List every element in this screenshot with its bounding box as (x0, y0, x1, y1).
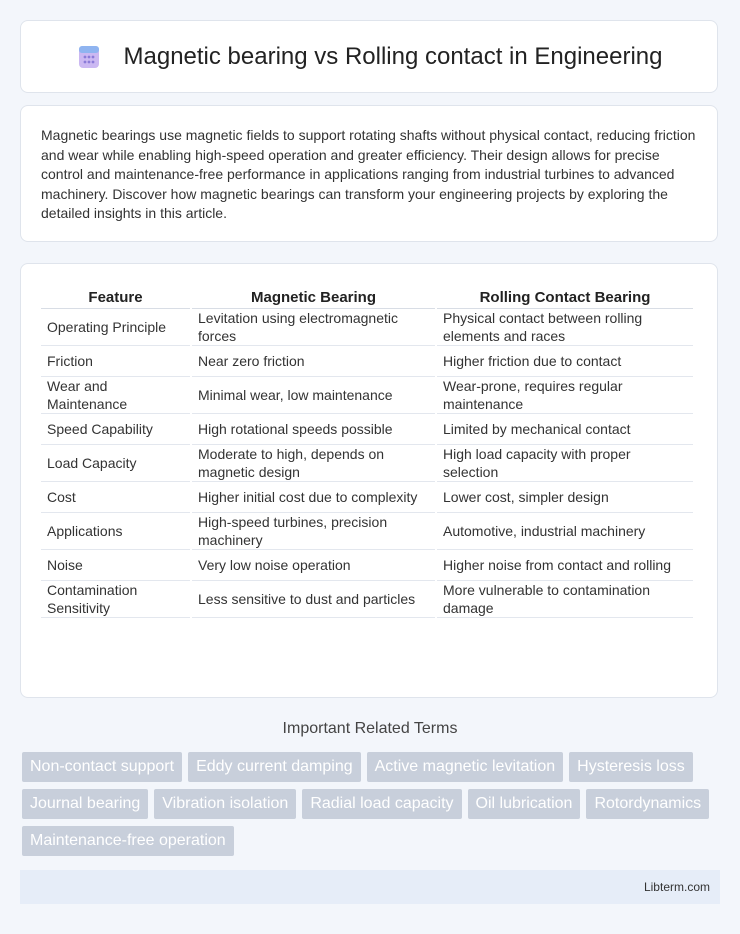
table-cell: Higher initial cost due to complexity (192, 482, 435, 513)
related-term-tag[interactable]: Eddy current damping (188, 752, 361, 782)
table-cell: Friction (41, 346, 190, 377)
table-cell: Very low noise operation (192, 550, 435, 581)
related-terms-list (22, 752, 722, 856)
table-cell: Operating Principle (41, 309, 190, 346)
table-cell: Automotive, industrial machinery (437, 513, 693, 550)
related-term-tag[interactable]: Rotordynamics (586, 789, 709, 819)
page-title: Magnetic bearing vs Rolling contact in Engineering (123, 42, 663, 70)
table-cell: Higher noise from contact and rolling (437, 550, 693, 581)
table-cell: Higher friction due to contact (437, 346, 693, 377)
table-cell: Wear-prone, requires regular maintenance (437, 377, 693, 414)
table-cell: More vulnerable to contamination damage (437, 581, 693, 618)
related-term-tag[interactable]: Vibration isolation (154, 789, 296, 819)
table-row (41, 550, 693, 581)
related-term-tag[interactable]: Oil lubrication (468, 789, 581, 819)
column-header: Rolling Contact Bearing (437, 284, 693, 309)
table-cell: High load capacity with proper selection (437, 445, 693, 482)
page-header (20, 20, 718, 93)
table-cell: Applications (41, 513, 190, 550)
table-row (41, 377, 693, 414)
related-term-tag[interactable]: Hysteresis loss (569, 752, 693, 782)
intro-card (20, 105, 718, 242)
related-terms-heading: Important Related Terms (282, 720, 458, 737)
table-cell: High-speed turbines, precision machinery (192, 513, 435, 550)
table-cell: Contamination Sensitivity (41, 581, 190, 618)
table-cell: High rotational speeds possible (192, 414, 435, 445)
column-header: Feature (41, 284, 190, 309)
table-row (41, 445, 693, 482)
table-row (41, 581, 693, 618)
table-cell: Minimal wear, low maintenance (192, 377, 435, 414)
related-term-tag[interactable]: Maintenance-free operation (22, 826, 234, 856)
table-row (41, 309, 693, 346)
table-cell: Less sensitive to dust and particles (192, 581, 435, 618)
related-term-tag[interactable]: Radial load capacity (302, 789, 461, 819)
comparison-card (20, 263, 718, 698)
table-cell: Levitation using electromagnetic forces (192, 309, 435, 346)
intro-text: Magnetic bearings use magnetic fields to support rotating shafts without physical contact, reducing friction and wear while enabling high-speed operation and greater efficiency. Their design allows for precise control and maintenance-free performance in applications ranging from industrial turbines to advanced machinery. Discover how magnetic bearings can transform your engineering projects by exploring the detailed insights in this article. (41, 127, 696, 222)
column-header: Magnetic Bearing (192, 284, 435, 309)
related-term-tag[interactable]: Non-contact support (22, 752, 182, 782)
table-cell: Noise (41, 550, 190, 581)
related-term-tag[interactable]: Journal bearing (22, 789, 148, 819)
table-cell: Speed Capability (41, 414, 190, 445)
table-row (41, 346, 693, 377)
table-cell: Limited by mechanical contact (437, 414, 693, 445)
table-row (41, 414, 693, 445)
table-cell: Physical contact between rolling elements and races (437, 309, 693, 346)
table-cell: Moderate to high, depends on magnetic design (192, 445, 435, 482)
table-header-row (41, 284, 693, 309)
table-row (41, 482, 693, 513)
table-cell: Load Capacity (41, 445, 190, 482)
table-cell: Near zero friction (192, 346, 435, 377)
table-cell: Wear and Maintenance (41, 377, 190, 414)
footer-brand-link[interactable]: Libterm.com (643, 880, 710, 894)
table-row (41, 513, 693, 550)
table-cell: Cost (41, 482, 190, 513)
page-footer (20, 870, 720, 904)
table-cell: Lower cost, simpler design (437, 482, 693, 513)
comparison-table (39, 284, 695, 618)
document-icon (76, 44, 102, 70)
related-term-tag[interactable]: Active magnetic levitation (367, 752, 564, 782)
